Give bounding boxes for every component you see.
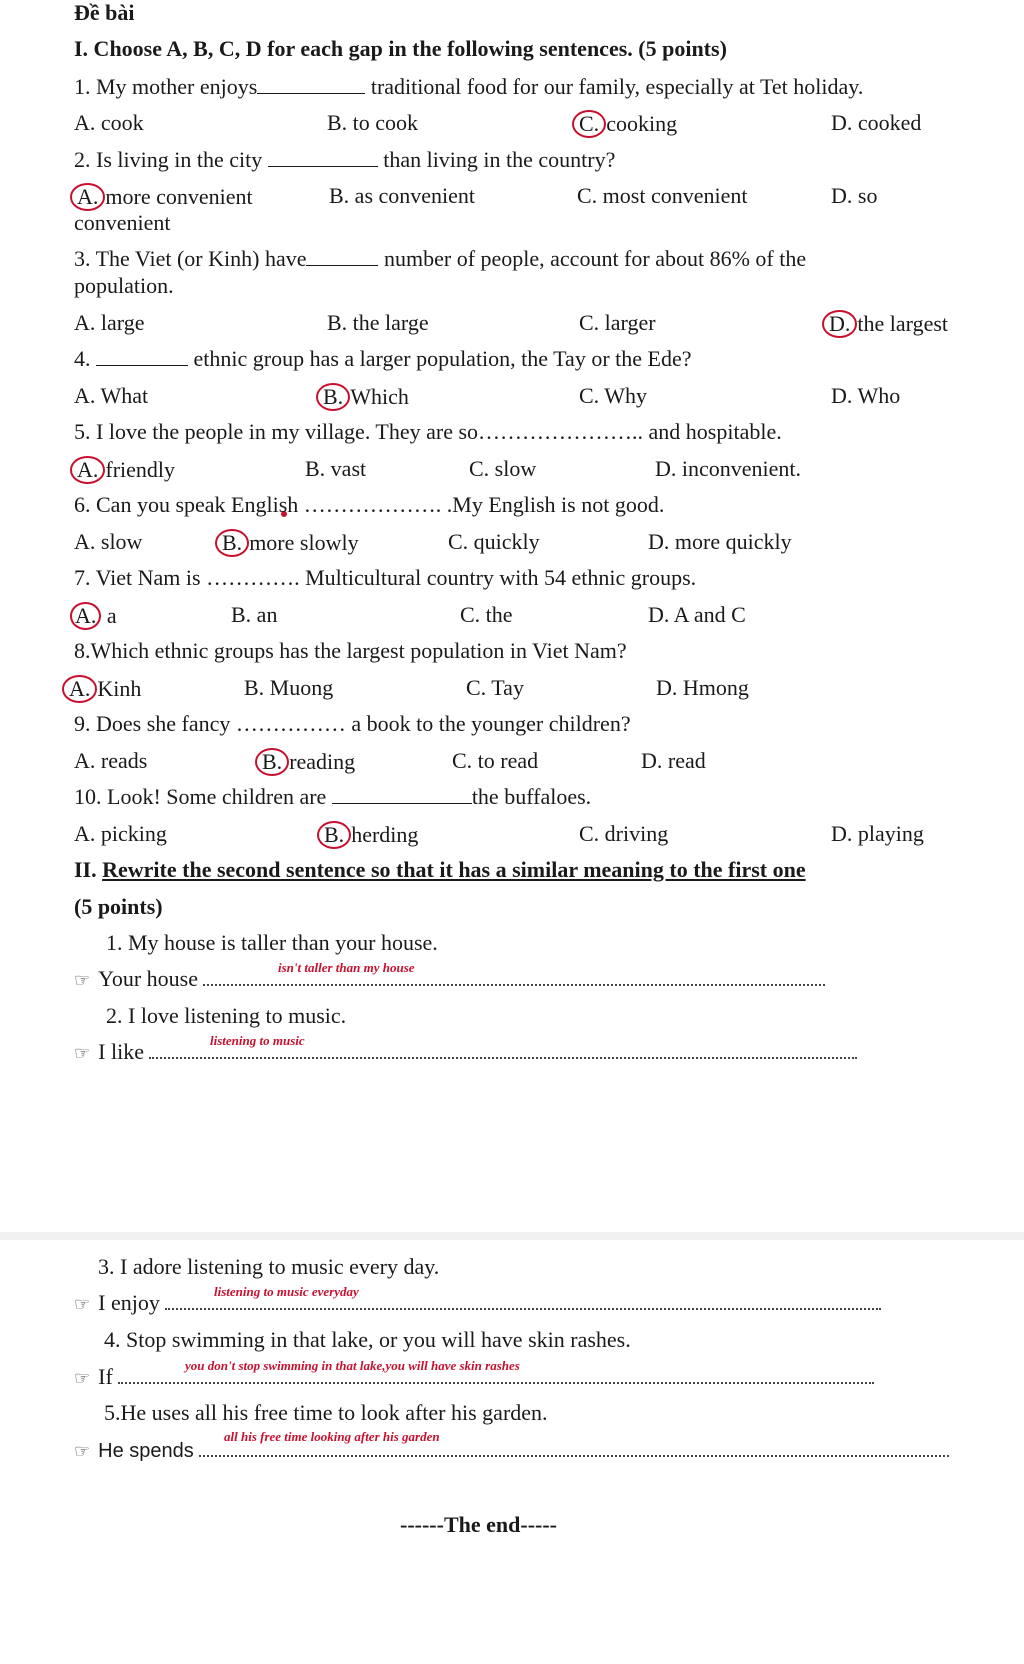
answer-blank bbox=[268, 148, 378, 167]
q6-option-b-selected: B. more slowly bbox=[223, 529, 359, 557]
answer-circle: A. bbox=[70, 602, 101, 630]
page-separator bbox=[0, 1232, 1024, 1240]
answer-blank bbox=[332, 785, 472, 804]
header-title: Đề bài bbox=[74, 0, 135, 25]
answer-blank bbox=[257, 75, 365, 94]
question-1: 1. My mother enjoys traditional food for our family, especially at Tet holiday. bbox=[74, 74, 864, 99]
answer-circle: B. bbox=[215, 529, 249, 557]
q1-option-d: D. cooked bbox=[831, 110, 922, 135]
q6-option-d: D. more quickly bbox=[648, 529, 792, 554]
q6-option-a: A. slow bbox=[74, 529, 143, 554]
q8-option-d: D. Hmong bbox=[656, 675, 749, 700]
answer-circle: B. bbox=[316, 383, 350, 411]
q8-option-c: C. Tay bbox=[466, 675, 524, 700]
q5-option-a-selected: A. friendly bbox=[74, 456, 175, 484]
question-9: 9. Does she fancy …………… a book to the younger children? bbox=[74, 711, 631, 736]
answer-blank bbox=[306, 247, 378, 266]
rewrite-4-sentence: 4. Stop swimming in that lake, or you will have skin rashes. bbox=[104, 1327, 631, 1352]
q2-option-c: C. most convenient bbox=[577, 183, 748, 208]
pointing-hand-icon: ☞ bbox=[74, 1441, 91, 1462]
question-4: 4. ethnic group has a larger population, the Tay or the Ede? bbox=[74, 346, 692, 371]
pointing-hand-icon: ☞ bbox=[74, 1368, 91, 1389]
rewrite-1-sentence: 1. My house is taller than your house. bbox=[106, 930, 438, 955]
q10-option-a: A. picking bbox=[74, 821, 167, 846]
rewrite-4-handwritten-answer: you don't stop swimming in that lake,you will have skin rashes bbox=[185, 1358, 520, 1373]
question-5: 5. I love the people in my village. They are so………………….. and hospitable. bbox=[74, 419, 782, 444]
rewrite-5-handwritten-answer: all his free time looking after his garden bbox=[224, 1429, 440, 1444]
question-3: 3. The Viet (or Kinh) have number of people, account for about 86% of the bbox=[74, 246, 807, 271]
answer-circle: A. bbox=[70, 183, 105, 211]
section2-title: II. Rewrite the second sentence so that it has a similar meaning to the first one bbox=[74, 857, 806, 882]
q4-option-a: A. What bbox=[74, 383, 149, 408]
question-7: 7. Viet Nam is …………. Multicultural country with 54 ethnic groups. bbox=[74, 565, 697, 590]
answer-circle: B. bbox=[317, 821, 351, 849]
q7-option-b: B. an bbox=[231, 602, 278, 627]
q2-option-b: B. as convenient bbox=[329, 183, 476, 208]
q2-option-d: D. so bbox=[831, 183, 878, 208]
q3-option-d-selected: D. the largest bbox=[830, 310, 948, 338]
answer-circle: A. bbox=[62, 675, 97, 703]
q3-option-c: C. larger bbox=[579, 310, 656, 335]
rewrite-4-answer-line: ☞ If bbox=[74, 1364, 874, 1392]
answer-circle: C. bbox=[572, 110, 606, 138]
rewrite-3-sentence: 3. I adore listening to music every day. bbox=[98, 1254, 440, 1279]
q10-option-c: C. driving bbox=[579, 821, 669, 846]
q6-option-c: C. quickly bbox=[448, 529, 540, 554]
question-6: 6. Can you speak English ………………. .My English is not good. bbox=[74, 492, 665, 517]
q9-option-d: D. read bbox=[641, 748, 706, 773]
q1-option-a: A. cook bbox=[74, 110, 144, 135]
rewrite-2-sentence: 2. I love listening to music. bbox=[106, 1003, 347, 1028]
q4-option-b-selected: B. Which bbox=[324, 383, 409, 411]
q1-option-b: B. to cook bbox=[327, 110, 419, 135]
rewrite-2-answer-line: ☞ I like bbox=[74, 1039, 857, 1067]
q3-option-a: A. large bbox=[74, 310, 145, 335]
answer-circle: D. bbox=[822, 310, 857, 338]
question-2: 2. Is living in the city than living in the country? bbox=[74, 147, 616, 172]
q4-option-d: D. Who bbox=[831, 383, 901, 408]
pointing-hand-icon: ☞ bbox=[74, 1043, 91, 1064]
q7-option-a-selected: A. a bbox=[74, 602, 117, 630]
q3-option-b: B. the large bbox=[327, 310, 429, 335]
q2-option-d-continued: convenient bbox=[74, 210, 171, 235]
rewrite-1-answer-line: ☞ Your house bbox=[74, 966, 825, 994]
the-end-footer: ------The end----- bbox=[400, 1512, 557, 1537]
rewrite-2-handwritten-answer: listening to music bbox=[210, 1033, 305, 1048]
answer-circle: A. bbox=[70, 456, 105, 484]
q9-option-a: A. reads bbox=[74, 748, 148, 773]
rewrite-1-handwritten-answer: isn't taller than my house bbox=[278, 960, 415, 975]
rewrite-3-answer-line: ☞ I enjoy bbox=[74, 1290, 881, 1318]
q8-option-a-selected: A. Kinh bbox=[74, 675, 141, 703]
q1-option-c-selected: C. cooking bbox=[580, 110, 677, 138]
question-3-continued: population. bbox=[74, 273, 174, 298]
question-10: 10. Look! Some children are the buffaloes. bbox=[74, 784, 592, 809]
section2-points: (5 points) bbox=[74, 894, 163, 919]
rewrite-5-sentence: 5.He uses all his free time to look after his garden. bbox=[104, 1400, 548, 1425]
question-8: 8.Which ethnic groups has the largest population in Viet Nam? bbox=[74, 638, 627, 663]
q10-option-b-selected: B. herding bbox=[325, 821, 418, 849]
q4-option-c: C. Why bbox=[579, 383, 648, 408]
q5-option-d: D. inconvenient. bbox=[655, 456, 802, 481]
q8-option-b: B. Muong bbox=[244, 675, 334, 700]
q7-option-c: C. the bbox=[460, 602, 513, 627]
rewrite-5-answer-line: ☞ He spends bbox=[74, 1437, 949, 1465]
q5-option-c: C. slow bbox=[469, 456, 537, 481]
q9-option-b-selected: B. reading bbox=[263, 748, 355, 776]
q2-option-a-selected: A. more convenient bbox=[74, 183, 253, 211]
q5-option-b: B. vast bbox=[305, 456, 367, 481]
q7-option-d: D. A and C bbox=[648, 602, 746, 627]
answer-circle: B. bbox=[255, 748, 289, 776]
q10-option-d: D. playing bbox=[831, 821, 924, 846]
q9-option-c: C. to read bbox=[452, 748, 539, 773]
worksheet-lower-part bbox=[0, 1240, 1024, 1664]
section1-title: I. Choose A, B, C, D for each gap in the following sentences. (5 points) bbox=[74, 36, 727, 61]
answer-blank bbox=[96, 347, 188, 366]
pointing-hand-icon: ☞ bbox=[74, 970, 91, 991]
pointing-hand-icon: ☞ bbox=[74, 1294, 91, 1315]
rewrite-3-handwritten-answer: listening to music everyday bbox=[214, 1284, 359, 1299]
